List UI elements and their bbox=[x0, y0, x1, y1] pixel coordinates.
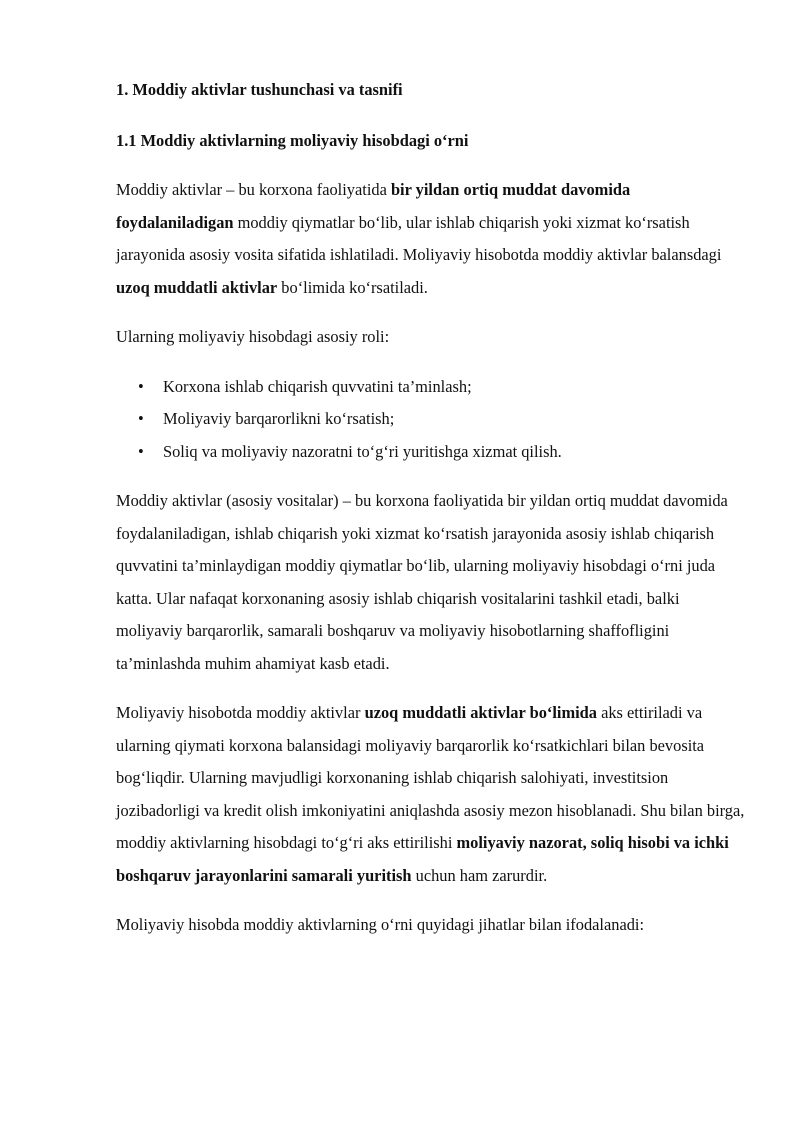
para1-bold-2: uzoq muddatli aktivlar bbox=[116, 277, 278, 297]
para4-bold-2: moliyaviy nazorat, soliq hisobi va ichki boshqaruv jarayonlarini samarali yuritish bbox=[116, 833, 729, 885]
list-item bbox=[116, 403, 746, 436]
para4-bold-1: uzoq muddatli aktivlar bo‘limida bbox=[364, 703, 597, 722]
list-item-text: Korxona ishlab chiqarish quvvatini ta’minlash; bbox=[163, 376, 472, 396]
bullet-icon: • bbox=[138, 409, 144, 428]
heading-2: 1.1 Moddiy aktivlarning moliyaviy hisobdagi o‘rni bbox=[116, 130, 469, 150]
para4-text-1: Moliyaviy hisobotda moddiy aktivlar bbox=[116, 703, 365, 722]
bullet-icon: • bbox=[138, 441, 144, 461]
para1-text-3: bo‘limida ko‘rsatiladi. bbox=[277, 277, 428, 297]
para1-text-1: Moddiy aktivlar – bu korxona faoliyatida bbox=[116, 180, 391, 199]
paragraph-3: Moddiy aktivlar (asosiy vositalar) – bu korxona faoliyatida bir yildan ortiq muddat davomida foydalaniladigan, ishlab chiqarish yoki xizmat ko‘rsatish jarayonida asosiy ishlab chiqarish quvvatini ta’minlaydigan moddiy qiymatlar bo‘lib, ularning moliyaviy hisobdagi o‘rni juda katta. Ular nafaqat korxonaning asosiy ishlab chiqarish vositalarini tashkil etadi, balki moliyaviy barqarorlik, samarali boshqaruv va moliyaviy hisobotlarning shaffofligini ta’minlashda muhim ahamiyat kasb etadi. bbox=[116, 491, 728, 673]
list-item bbox=[116, 436, 746, 469]
document-body bbox=[116, 74, 746, 959]
heading-1: 1. Moddiy aktivlar tushunchasi va tasnifi bbox=[116, 80, 403, 99]
bullet-icon: • bbox=[138, 376, 144, 396]
list-item bbox=[116, 371, 746, 404]
para1-bold-1: bir yildan ortiq muddat davomida foydalaniladigan bbox=[116, 180, 631, 232]
para1-text-2: moddiy qiymatlar bo‘lib, ular ishlab chiqarish yoki xizmat ko‘rsatish jarayonida asosiy vosita sifatida ishlatiladi. Moliyaviy hisobotda moddiy aktivlar balansdagi bbox=[116, 212, 722, 264]
list-item-text: Moliyaviy barqarorlikni ko‘rsatish; bbox=[163, 409, 395, 428]
paragraph-1 bbox=[116, 174, 746, 304]
roles-list bbox=[116, 371, 746, 469]
paragraph-2: Ularning moliyaviy hisobdagi asosiy roli: bbox=[116, 327, 390, 346]
para4-text-2: aks ettiriladi va ularning qiymati korxona balansidagi moliyaviy barqarorlik ko‘rsatkichlari bilan bevosita bog‘liqdir. Ularning mavjudligi korxonaning ishlab chiqarish salohiyati, investitsion jozibadorligi va kredit olish imkoniyatini aniqlashda asosiy mezon hisoblanadi. Shu bilan birga, moddiy aktivlarning hisobdagi to‘g‘ri aks ettirilishi bbox=[116, 703, 745, 852]
list-item-text: Soliq va moliyaviy nazoratni to‘g‘ri yuritishga xizmat qilish. bbox=[163, 441, 562, 461]
paragraph-4 bbox=[116, 697, 746, 892]
para4-text-3: uchun ham zarurdir. bbox=[411, 865, 548, 885]
paragraph-5: Moliyaviy hisobda moddiy aktivlarning o‘rni quyidagi jihatlar bilan ifodalanadi: bbox=[116, 915, 645, 934]
